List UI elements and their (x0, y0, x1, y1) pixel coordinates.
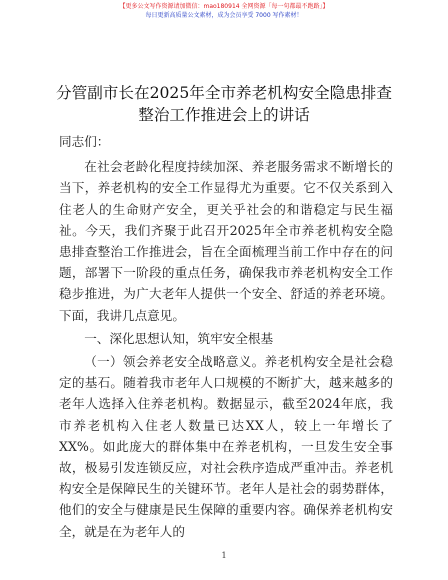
header-banner (0, 2, 448, 20)
document-body (59, 131, 393, 542)
greeting: 同志们： (59, 134, 110, 149)
section-paragraph: （一）领会养老安全战略意义。养老机构安全是社会稳定的基石。随着我市老年人口规模的不断扩大，越来越多的老年人选择入住养老机构。数据显示，截至2024年底，我市养老机构入住老人数量已达XX人，较上一年增长了XX%。如此庞大的群体集中在养老机构，一旦发生安全事故，极易引发连锁反应，对社会秩序造成严重冲击。养老机构安全是保障民生的关键环节。老年人是社会的弱势群体，他们的安全与健康是民生保障的重要内容。确保养老机构安全，就是在为老年人的 (59, 354, 393, 539)
banner-line-2: 每日更新高质量公文素材，成为会员享受 7000 写作素材！ (145, 12, 303, 19)
section-heading: 一、深化思想认知，筑牢安全根基 (84, 330, 274, 346)
page-number: 1 (221, 551, 227, 560)
intro-paragraph: 在社会老龄化程度持续加深、养老服务需求不断增长的当下，养老机构的安全工作显得尤为重要。它不仅关系到入住老人的生命财产安全，更关乎社会的和谐稳定与民生福祉。今天，我们齐聚于此召开2025年全市养老机构安全隐患排查整治工作推进会，旨在全面梳理当前工作中存在的问题，部署下一阶段的重点任务，确保我市养老机构安全工作稳步推进，为广大老年人提供一个安全、舒适的养老环境。下面，我讲几点意见。 (59, 159, 393, 323)
banner-line-1: 【更多公文写作资源请加微信：mao180914 全网资源「每一句都最不跑路」】 (119, 3, 329, 10)
document-title: 分管副市长在2025年全市养老机构安全隐患排查整治工作推进会上的讲话 (56, 84, 392, 124)
